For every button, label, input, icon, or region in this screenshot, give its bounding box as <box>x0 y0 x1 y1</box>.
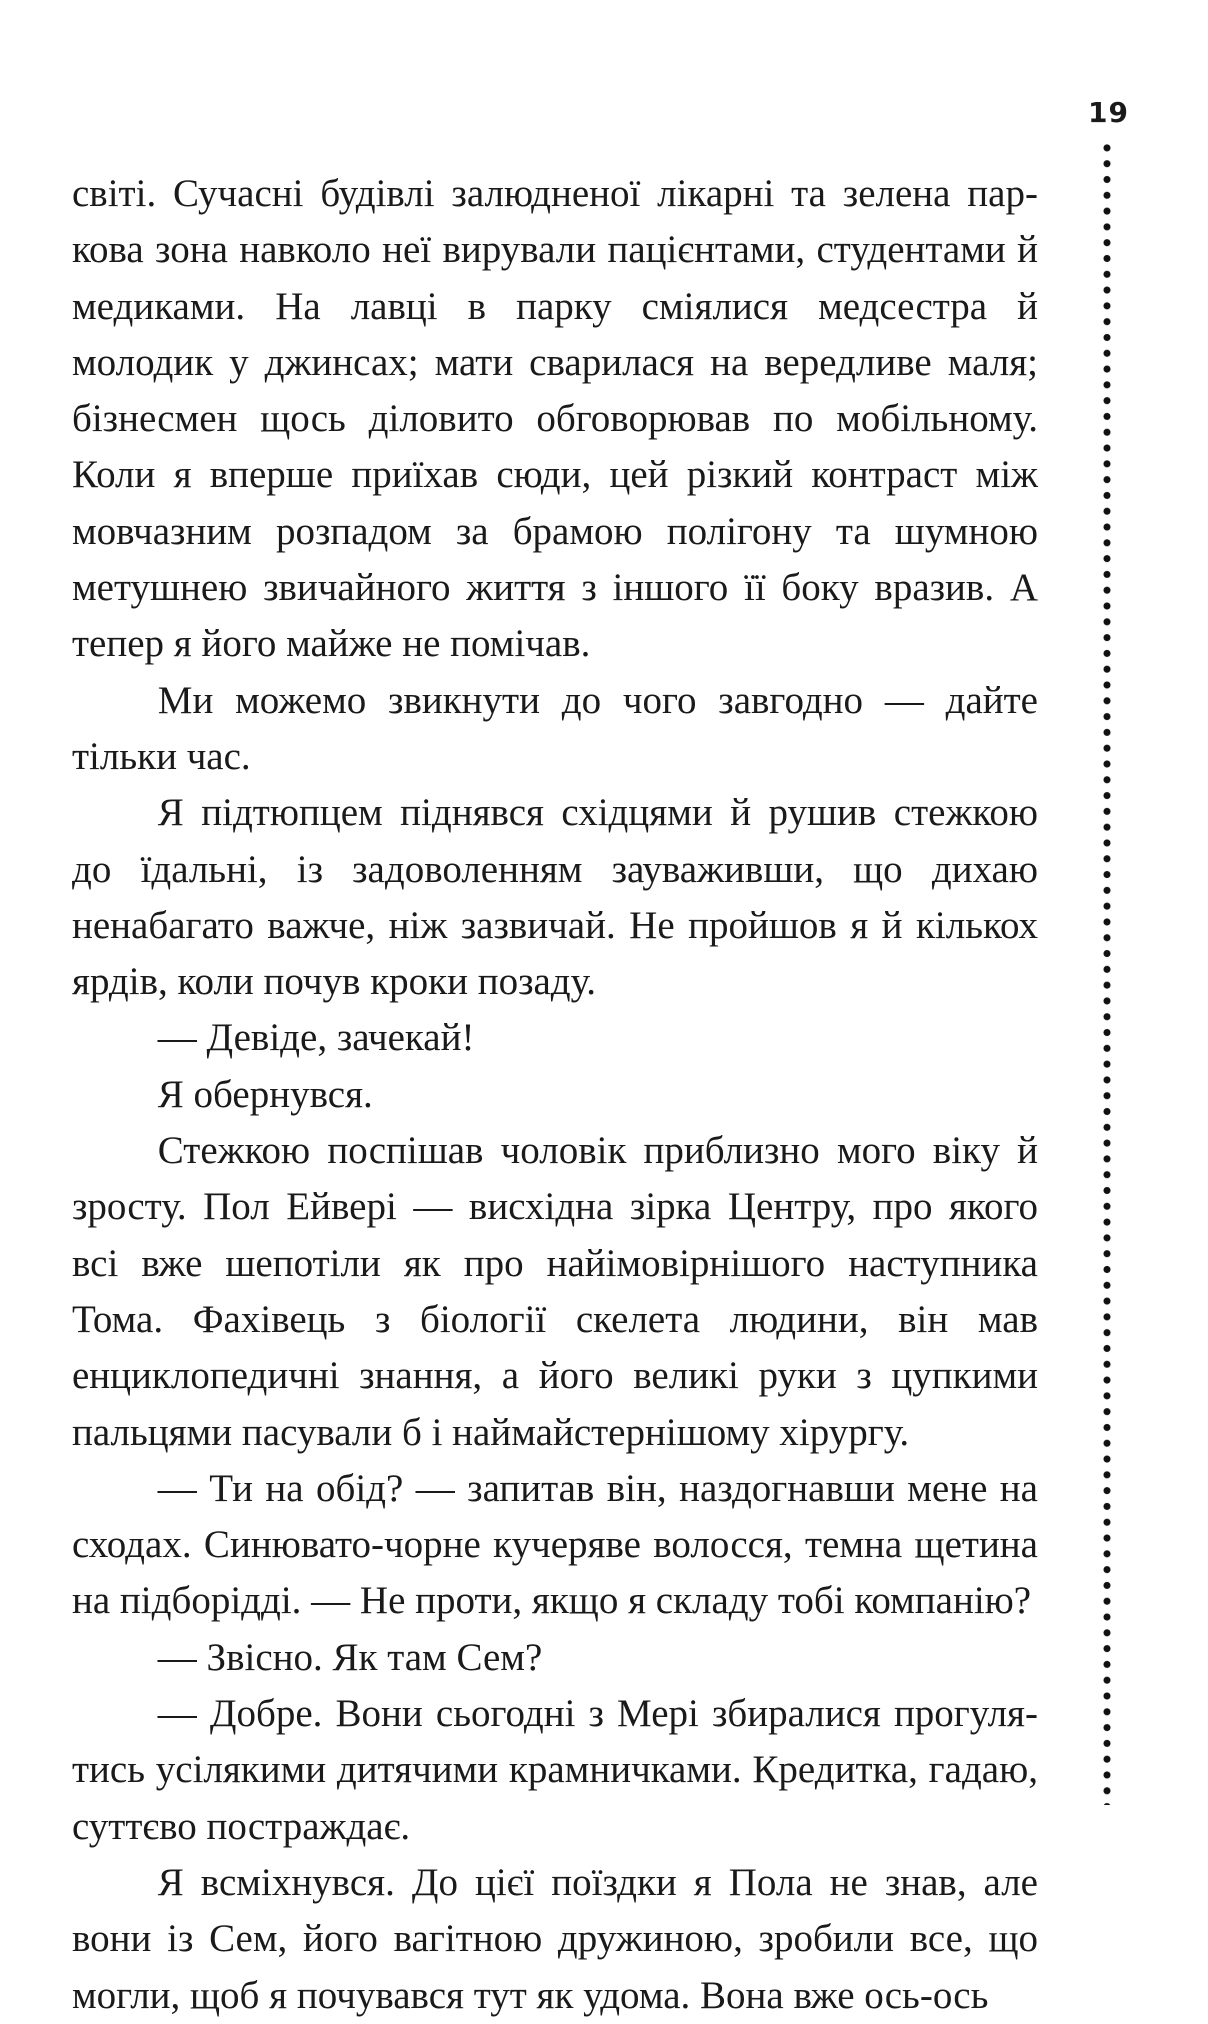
body-text <box>72 166 1038 2024</box>
paragraph: Стежкою поспішав чоловік приблизно мого віку й зросту. Пол Ейвері — висхідна зірка Центру, про якого всі вже шепотіли як про найімовірнішого наступника Тома. Фахівець з біології скелета людини, він мав енциклопедичні знання, а його великі руки з цупкими пальцями пасували б і наймайстернішому хірургу. <box>72 1129 1038 1454</box>
dotted-margin-rule <box>1102 140 1112 1805</box>
dialogue-line: — Девіде, зачекай! <box>157 1016 475 1060</box>
dialogue-line: — Ти на обід? — запитав він, наздогнавши мене на сходах. Синювато-чорне кучеряве волосся, темна щетина на підборідді. — Не проти, якщо я складу тобі компанію? <box>72 1466 1038 1623</box>
paragraph: Я обернувся. <box>157 1072 373 1116</box>
page-number: 19 <box>1088 96 1129 129</box>
paragraph: Ми можемо звикнути до чого завгодно — дайте тільки час. <box>72 678 1038 778</box>
paragraph: світі. Сучасні будівлі залюдненої лікарні та зелена паркова зона навколо неї вирували пацієнтами, студентами й медиками. На лавці в парку сміялися медсестра й молодик у джинсах; мати сварилася на вередливе маля; бізнесмен щось діловито обговорював по мобільному. Коли я вперше приїхав сюди, цей різкий контраст між мовчазним розпадом за брамою полігону та шумною метушнею звичайного життя з іншого її боку вразив. А тепер я його майже не помічав. <box>72 172 1038 666</box>
paragraph: Я всміхнувся. До цієї поїздки я Пола не знав, але вони із Сем, його вагітною дружиною, зробили все, що могли, щоб я почувався тут як удома. Вона вже ось-ось <box>72 1860 1038 2017</box>
paragraph: Я підтюпцем піднявся східцями й рушив стежкою до їдальні, із задоволенням зауваживши, що дихаю ненабагато важче, ніж зазвичай. Не пройшов я й кількох ярдів, коли почув кроки позаду. <box>72 791 1038 1004</box>
dialogue-line: — Добре. Вони сьогодні з Мері збиралися прогулятись усілякими дитячими крамничками. Кредитка, гадаю, суттєво постраждає. <box>72 1692 1038 1848</box>
dialogue-line: — Звісно. Як там Сем? <box>157 1635 543 1679</box>
